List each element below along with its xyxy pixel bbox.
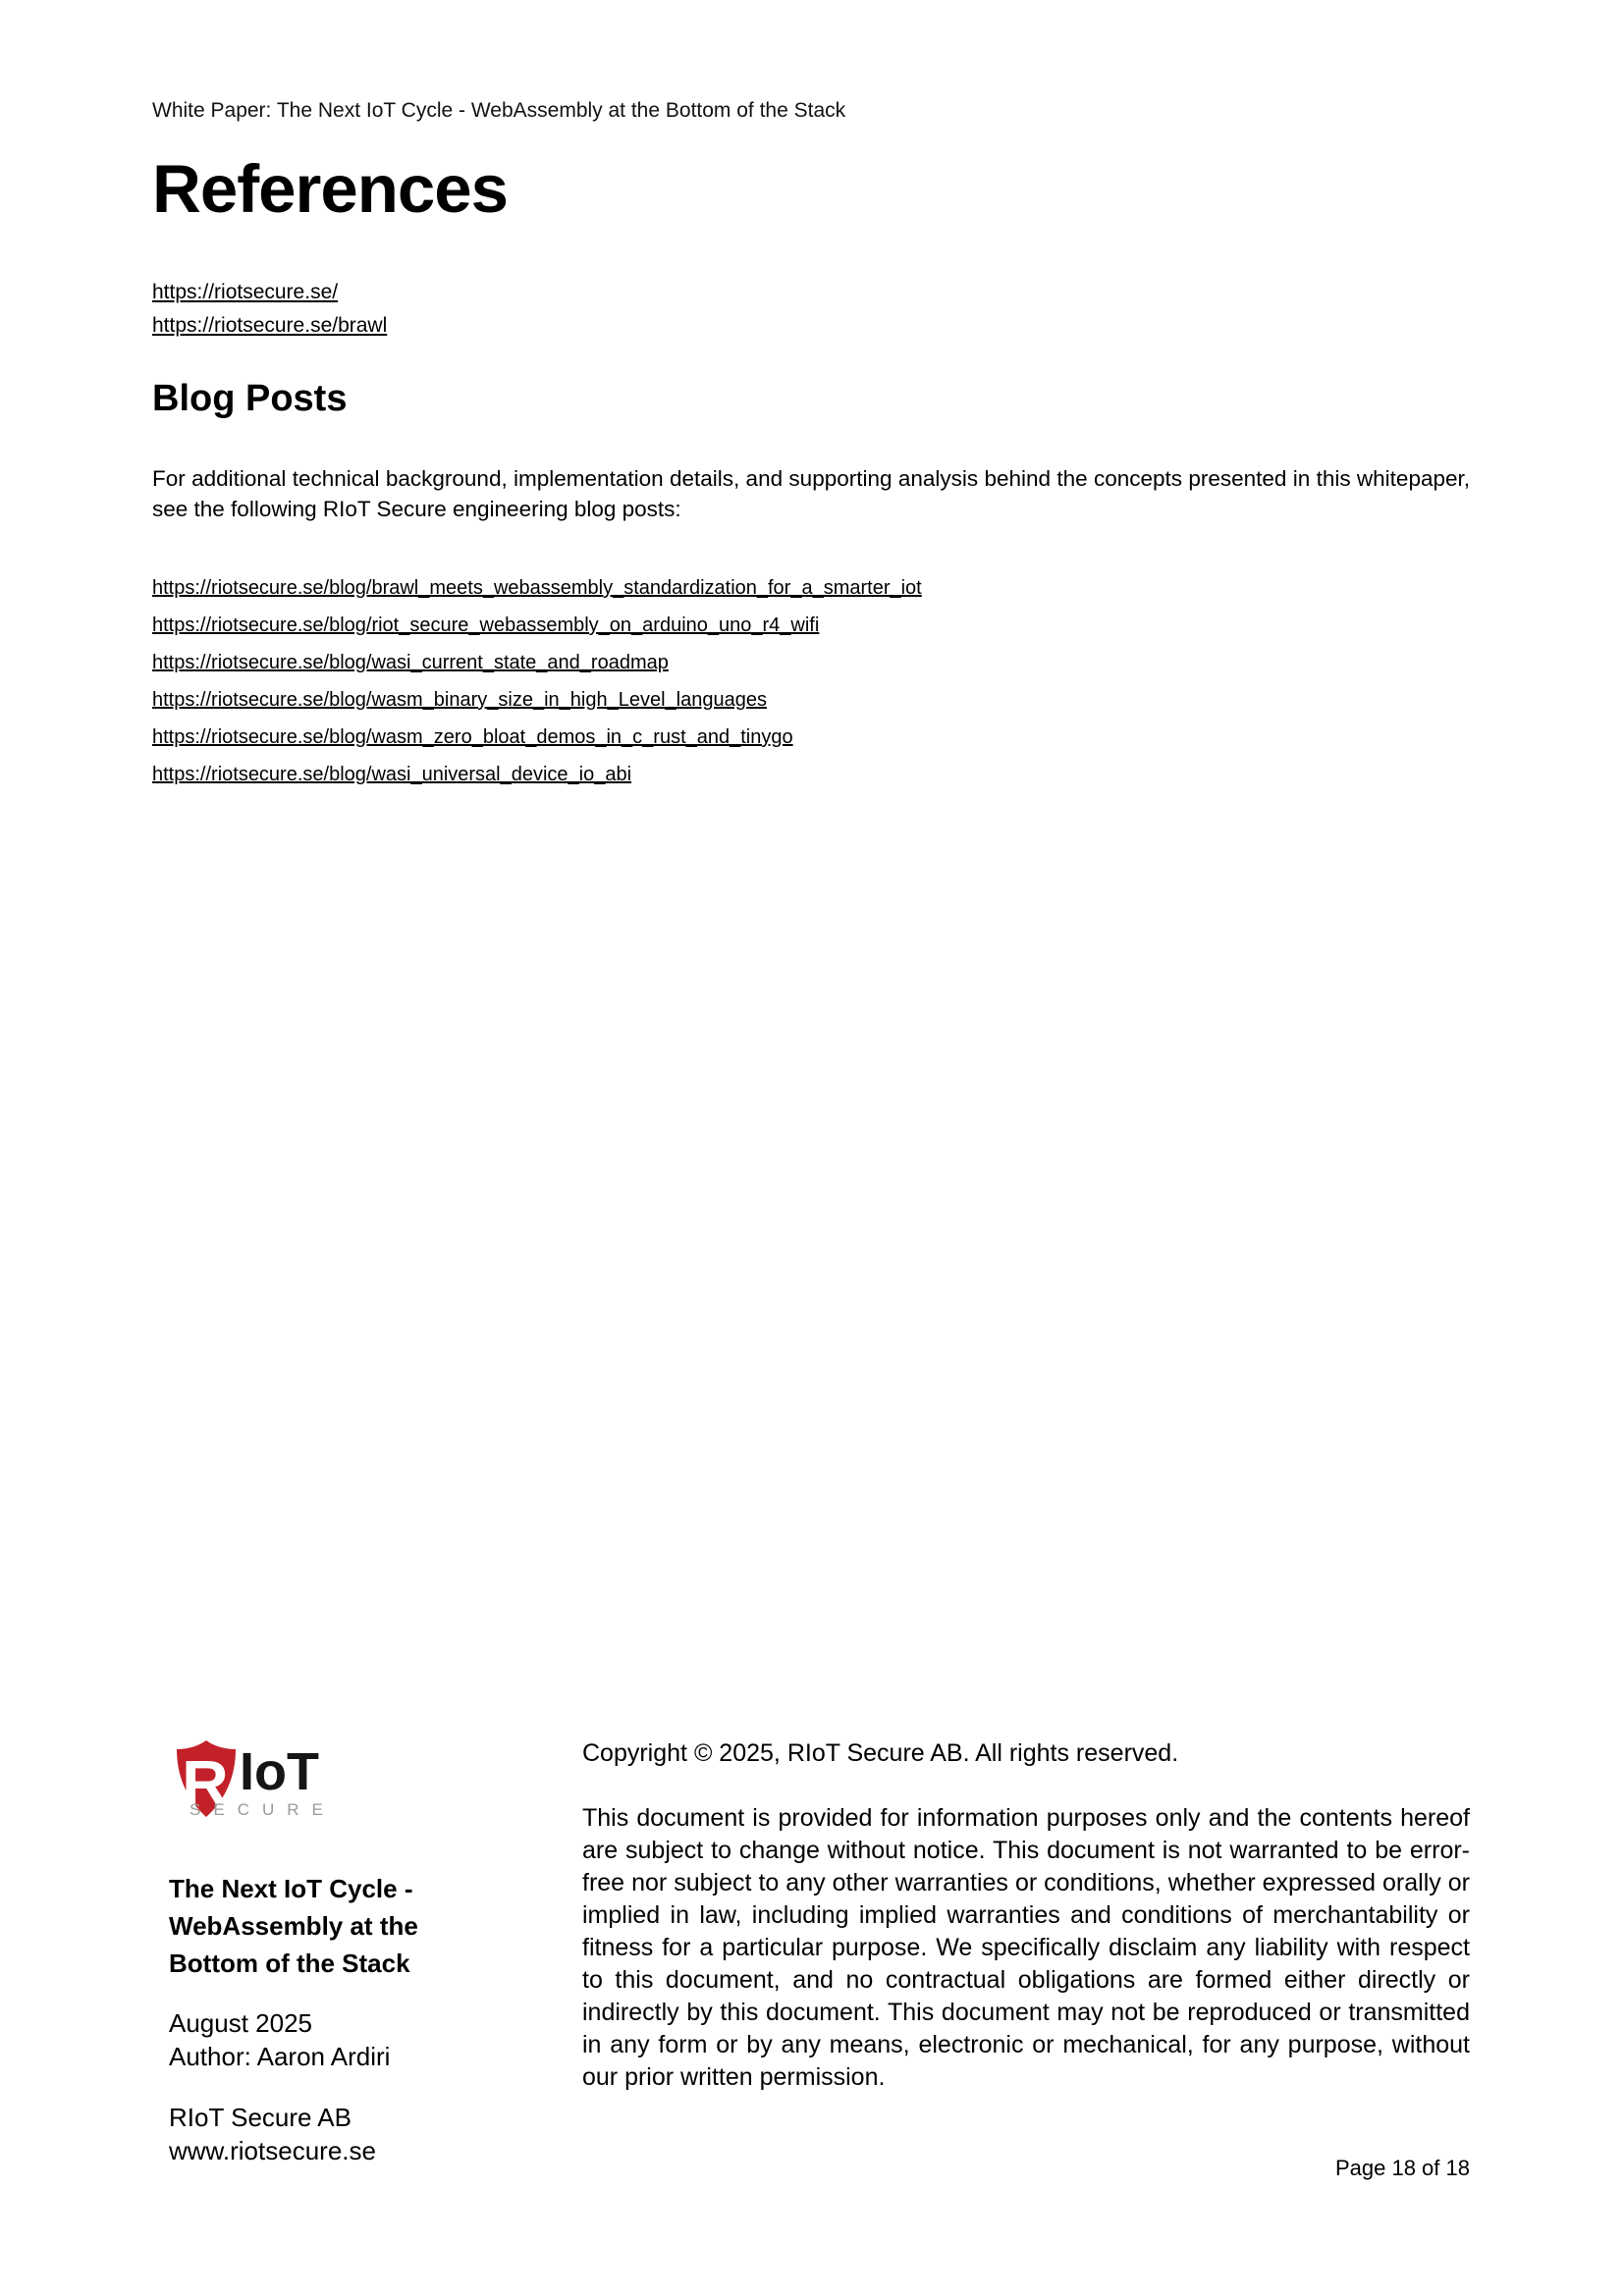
reference-link[interactable]: https://riotsecure.se/brawl (152, 314, 388, 337)
blog-link[interactable]: https://riotsecure.se/blog/wasm_binary_size_in_high_Level_languages (152, 689, 767, 711)
logo-letter-r: R (182, 1746, 229, 1819)
blog-posts-intro: For additional technical background, implementation details, and supporting analysis behind the concepts presented in this whitepaper, see the following RIoT Secure engineering blog posts: (152, 466, 1470, 521)
blog-link[interactable]: https://riotsecure.se/blog/wasi_current_state_and_roadmap (152, 652, 669, 673)
references-heading: References (152, 151, 509, 227)
footer-meta (169, 2006, 390, 2073)
blog-link[interactable]: https://riotsecure.se/blog/wasm_zero_bloat_demos_in_c_rust_and_tinygo (152, 726, 793, 748)
copyright-line: Copyright © 2025, RIoT Secure AB. All rights reserved. (582, 1739, 1179, 1767)
page-number: Page 18 of 18 (1334, 2156, 1470, 2180)
disclaimer-text: This document is provided for information purposes only and the contents hereof are subject to change without notice. This document is not warranted to be error-free nor subject to any other warranties or conditions, whether expressed orally or implied in law, including implied warranties and conditions of merchantability or fitness for a particular purpose. We specifically disclaim any liability with respect to this document, and no contractual obligations are formed either directly or indirectly by this document. This document may not be reproduced or transmitted in any form or by any means, electronic or mechanical, for any purpose, without our prior written permission. (582, 1804, 1470, 2091)
footer-company (169, 2101, 376, 2167)
footer-doc-title: The Next IoT Cycle - WebAssembly at the Bottom of the Stack (169, 1874, 418, 1978)
blog-post-links (152, 577, 922, 801)
company-website: www.riotsecure.se (169, 2136, 376, 2165)
blog-link[interactable]: https://riotsecure.se/blog/brawl_meets_webassembly_standardization_for_a_smarter_iot (152, 577, 922, 599)
blog-link[interactable]: https://riotsecure.se/blog/wasi_universal_device_io_abi (152, 764, 632, 785)
blog-posts-heading: Blog Posts (152, 378, 348, 419)
running-header: White Paper: The Next IoT Cycle - WebAssembly at the Bottom of the Stack (152, 99, 846, 122)
riot-secure-logo (169, 1734, 336, 1824)
company-name: RIoT Secure AB (169, 2103, 352, 2132)
reference-link[interactable]: https://riotsecure.se/ (152, 281, 339, 303)
footer-author: Author: Aaron Ardiri (169, 2042, 391, 2071)
logo-subtitle: SECURE (189, 1800, 336, 1819)
reference-links (152, 282, 387, 348)
legal-block (582, 1737, 1470, 2094)
logo-wordmark: IoT (240, 1742, 319, 1801)
footer-date: August 2025 (169, 2008, 313, 2038)
blog-link[interactable]: https://riotsecure.se/blog/riot_secure_webassembly_on_arduino_uno_r4_wifi (152, 614, 820, 636)
